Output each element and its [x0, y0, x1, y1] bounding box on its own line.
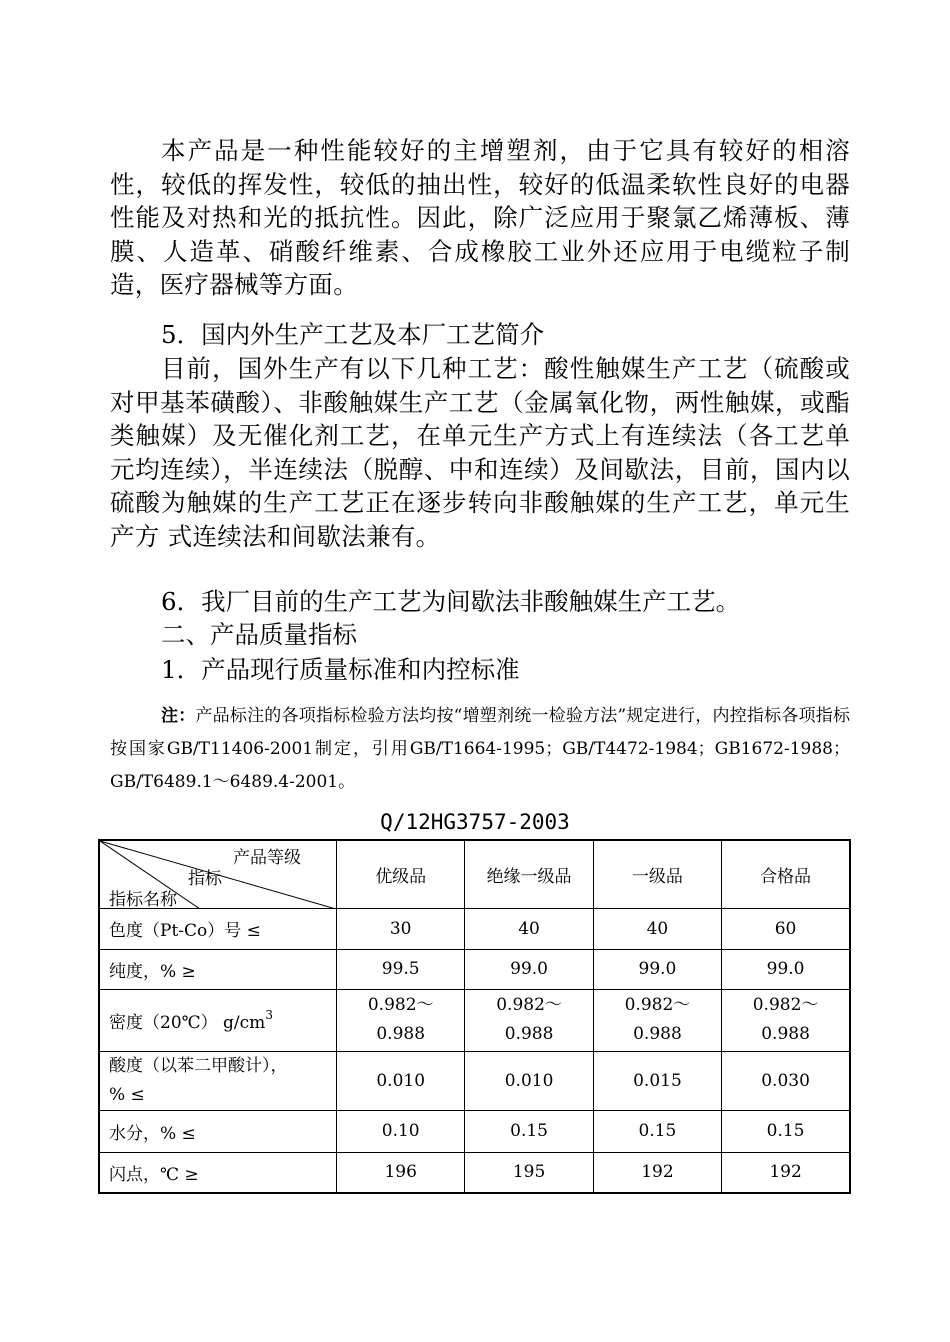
cell-value: 30: [337, 908, 465, 949]
quality-table: [98, 839, 851, 1194]
row-name-text: 密度（20℃） g/cm: [109, 1012, 266, 1033]
cell-value: 195: [465, 1152, 593, 1193]
cell-value-top: 0.982～: [367, 995, 434, 1015]
cell-value: 0.15: [465, 1110, 593, 1152]
cell-value: 0.15: [593, 1110, 721, 1152]
cell-value: [593, 989, 721, 1051]
cell-value: 40: [465, 908, 593, 949]
cell-value: 99.5: [337, 949, 465, 989]
cell-value: 0.010: [465, 1051, 593, 1110]
cell-value-top: 0.982～: [752, 995, 819, 1015]
intro-paragraph: 本产品是一种性能较好的主增塑剂，由于它具有较好的相溶性，较低的挥发性，较低的抽出性，较好的低温柔软性良好的电器性能及对热和光的抵抗性。因此，除广泛应用于聚氯乙烯薄板、薄膜、人造革、硝酸纤维素、合成橡胶工业外还应用于电缆粒子制造，医疗器械等方面。: [110, 136, 850, 299]
cell-value: 0.015: [593, 1051, 721, 1110]
cell-value: [465, 989, 593, 1051]
row-name: 纯度，% ≥: [99, 949, 337, 989]
process-paragraph: 目前，国外生产有以下几种工艺：酸性触媒生产工艺（硫酸或对甲基苯磺酸）、非酸触媒生产工艺（金属氧化物，两性触媒，或酯类触媒）及无催化剂工艺，在单元生产方式上有连续法（各工艺单元均连续），半连续法（脱醇、中和连续）及间歇法，目前，国内以硫酸为触媒的生产工艺正在逐步转向非酸触媒的生产工艺，单元生产方 式连续法和间歇法兼有。: [110, 354, 850, 551]
header-name-label: 指标名称: [109, 890, 177, 910]
table-row: [99, 1110, 850, 1152]
row-name: 水分，% ≤: [99, 1110, 337, 1152]
section-2-heading: 二、产品质量指标: [161, 620, 357, 649]
table-row: [99, 1152, 850, 1193]
header-grade-label: 产品等级: [233, 848, 301, 868]
cell-value-top: 0.982～: [624, 995, 691, 1015]
cell-value: 0.10: [337, 1110, 465, 1152]
header-index-label: 指标: [188, 869, 222, 889]
cell-value: 99.0: [593, 949, 721, 989]
row-name: 闪点，℃ ≥: [99, 1152, 337, 1193]
cell-value: 192: [593, 1152, 721, 1193]
cell-value: [337, 989, 465, 1051]
cell-value-bottom: 0.988: [504, 1024, 554, 1044]
row-name-line1: 酸度（以苯二甲酸计），: [109, 1055, 288, 1076]
note-label: 注：: [161, 706, 196, 726]
cell-value: [722, 989, 850, 1051]
row-name-line2: % ≤: [109, 1084, 145, 1105]
cell-value: 0.15: [722, 1110, 850, 1152]
row-name: 色度（Pt-Co）号 ≤: [99, 908, 337, 949]
standard-code: Q/12HG3757-2003: [380, 810, 570, 834]
grade-header: 绝缘一级品: [465, 840, 593, 908]
table-row: [99, 989, 850, 1051]
heading-6: 6．我厂目前的生产工艺为间歇法非酸触媒生产工艺。: [161, 587, 741, 616]
cell-value: 99.0: [465, 949, 593, 989]
heading-5: 5．国内外生产工艺及本厂工艺简介: [161, 320, 545, 349]
table-row: [99, 1051, 850, 1110]
cell-value: 196: [337, 1152, 465, 1193]
cell-value: 60: [722, 908, 850, 949]
table-row: [99, 949, 850, 989]
grade-header: 合格品: [722, 840, 850, 908]
note-paragraph: [110, 700, 850, 799]
table-header-row: [99, 840, 850, 908]
diagonal-header-cell: [99, 840, 337, 908]
cell-value: 40: [593, 908, 721, 949]
cell-value: 0.010: [337, 1051, 465, 1110]
row-name-superscript: 3: [265, 1007, 273, 1022]
table-row: [99, 908, 850, 949]
cell-value-bottom: 0.988: [633, 1024, 682, 1044]
cell-value-top: 0.982～: [496, 995, 562, 1015]
cell-value: 0.030: [722, 1051, 850, 1110]
cell-value: 192: [722, 1152, 850, 1193]
cell-value-bottom: 0.988: [376, 1024, 426, 1044]
cell-value-bottom: 0.988: [761, 1024, 810, 1044]
row-name: [99, 989, 337, 1051]
subsection-1-heading: 1．产品现行质量标准和内控标准: [161, 655, 520, 684]
cell-value: 99.0: [722, 949, 850, 989]
grade-header: 优级品: [337, 840, 465, 908]
grade-header: 一级品: [593, 840, 721, 908]
note-text: 产品标注的各项指标检验方法均按“增塑剂统一检验方法”规定进行，内控指标各项指标按国家GB/T11406-2001制定，引用GB/T1664-1995；GB/T4472-1984；GB1672-1988；GB/T6489.1～6489.4-2001。: [110, 706, 850, 792]
row-name: [99, 1051, 337, 1110]
